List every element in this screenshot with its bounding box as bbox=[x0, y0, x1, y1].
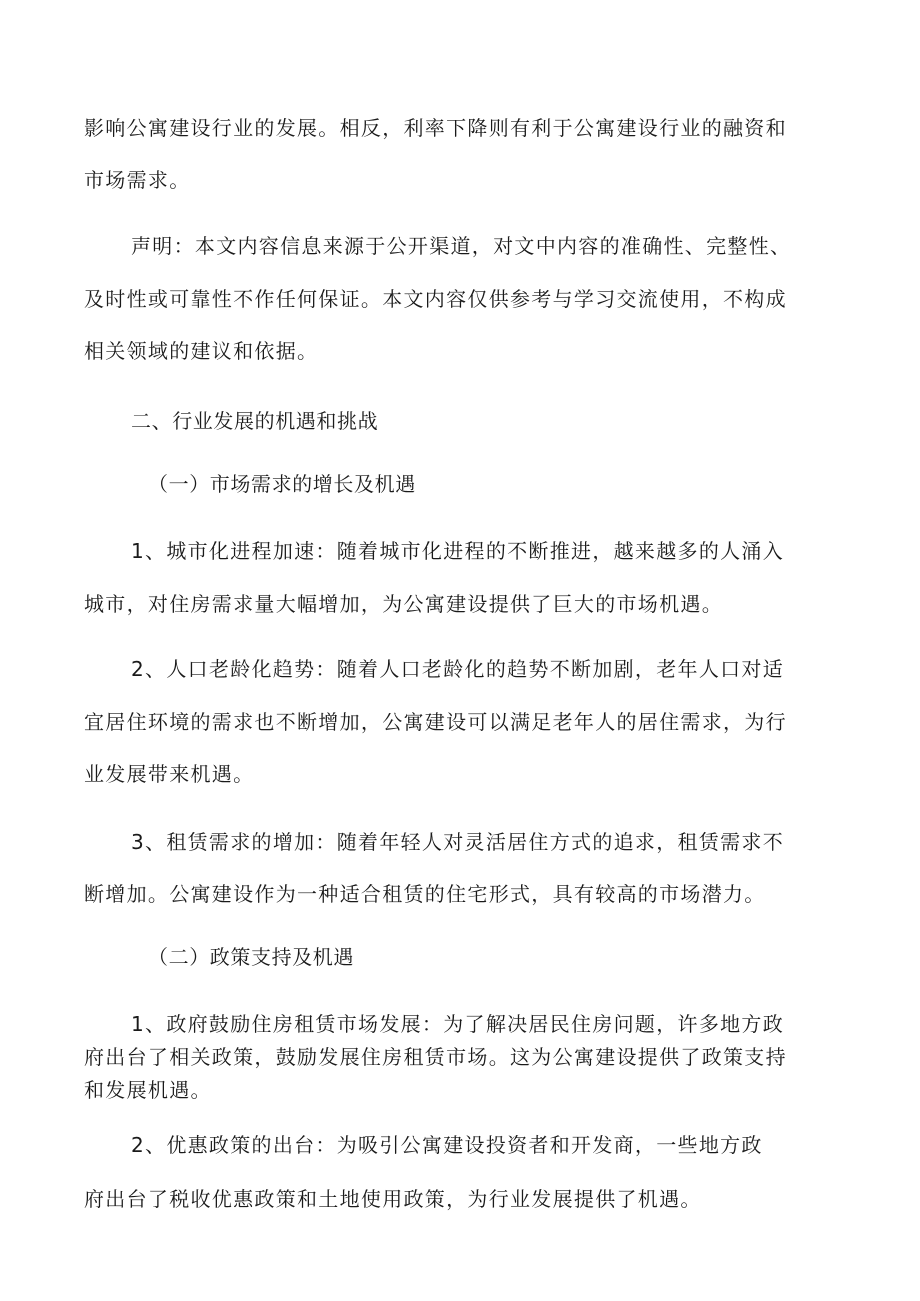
item-2-2-line-1: 2、优惠政策的出台：为吸引公寓建设投资者和开发商，一些地方政 bbox=[131, 1133, 763, 1157]
section-title: 二、行业发展的机遇和挑战 bbox=[131, 409, 379, 433]
disclaimer-line-2: 及时性或可靠性不作任何保证。本文内容仅供参考与学习交流使用，不构成 bbox=[84, 287, 787, 311]
item-1-2-line-3: 业发展带来机遇。 bbox=[84, 762, 255, 786]
item-1-3-line-1: 3、租赁需求的增加：随着年轻人对灵活居住方式的追求，租赁需求不 bbox=[131, 830, 785, 854]
disclaimer-line-3: 相关领域的建议和依据。 bbox=[84, 339, 319, 363]
item-2-1-line-2: 府出台了相关政策，鼓励发展住房租赁市场。这为公寓建设提供了政策支持 bbox=[84, 1045, 787, 1069]
item-1-1-line-1: 1、城市化进程加速：随着城市化进程的不断推进，越来越多的人涌入 bbox=[131, 539, 785, 563]
intro-line-1: 影响公寓建设行业的发展。相反，利率下降则有利于公寓建设行业的融资和 bbox=[84, 116, 787, 140]
item-2-2-line-2: 府出台了税收优惠政策和土地使用政策，为行业发展提供了机遇。 bbox=[84, 1187, 702, 1211]
subsection-title-1: （一）市场需求的增长及机遇 bbox=[148, 472, 416, 496]
item-2-1-line-3: 和发展机遇。 bbox=[84, 1078, 212, 1102]
item-2-1-line-1: 1、政府鼓励住房租赁市场发展：为了解决居民住房问题，许多地方政 bbox=[131, 1012, 785, 1036]
intro-line-2: 市场需求。 bbox=[84, 168, 191, 192]
item-1-2-line-1: 2、人口老龄化趋势：随着人口老龄化的趋势不断加剧，老年人口对适 bbox=[131, 657, 785, 681]
disclaimer-line-1: 声明：本文内容信息来源于公开渠道，对文中内容的准确性、完整性、 bbox=[131, 234, 792, 258]
item-1-3-line-2: 断增加。公寓建设作为一种适合租赁的住宅形式，具有较高的市场潜力。 bbox=[84, 882, 766, 906]
item-1-1-line-2: 城市，对住房需求量大幅增加，为公寓建设提供了巨大的市场机遇。 bbox=[84, 592, 723, 616]
subsection-title-2: （二）政策支持及机遇 bbox=[148, 945, 354, 969]
item-1-2-line-2: 宜居住环境的需求也不断增加，公寓建设可以满足老年人的居住需求，为行 bbox=[84, 710, 787, 734]
